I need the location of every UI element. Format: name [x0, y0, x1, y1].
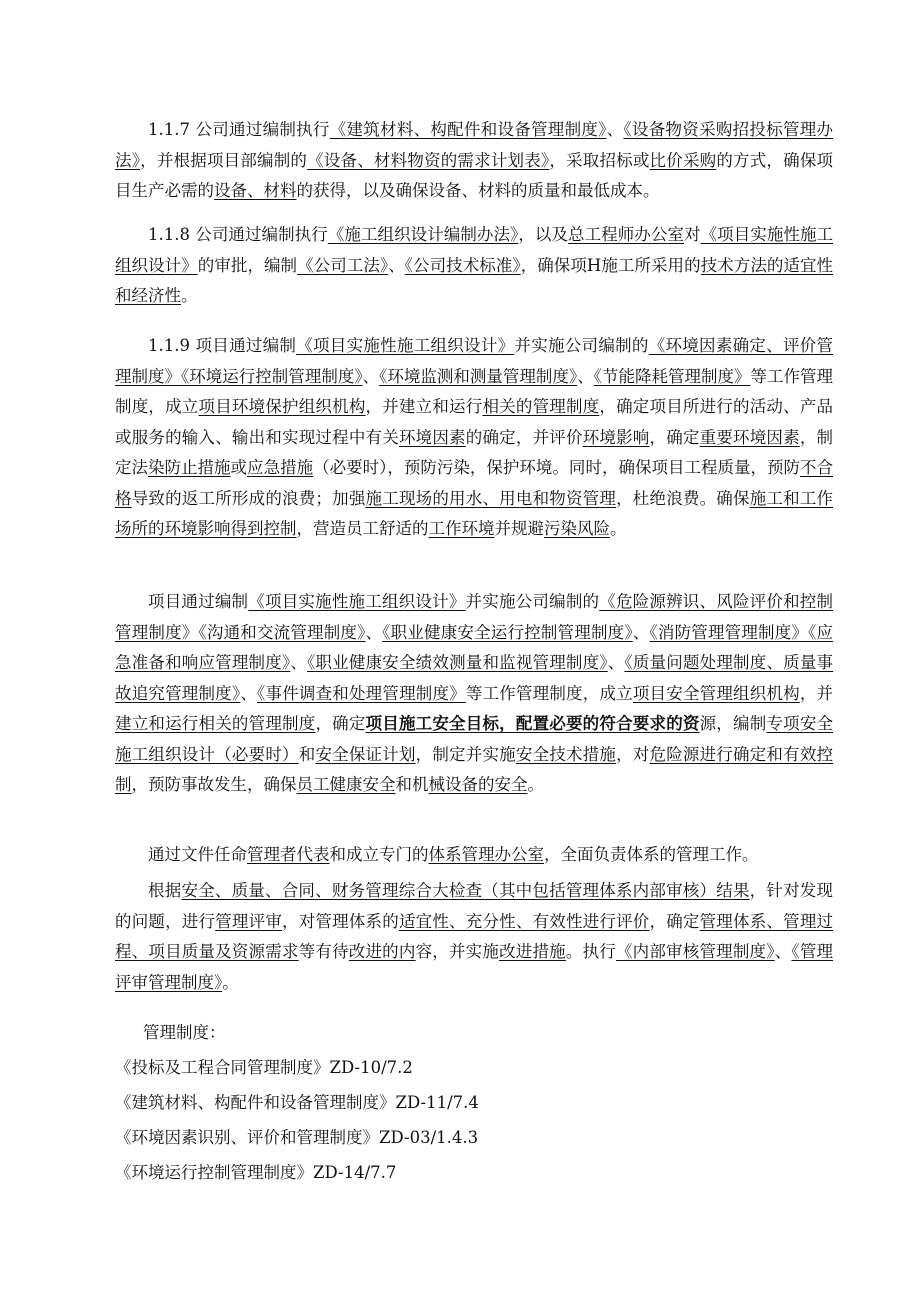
underlined-text-run: 应急措施 [247, 458, 314, 477]
underlined-text-run: 《内部审核管理制度》 [615, 942, 775, 961]
underlined-text-run: 管理体系、管理过程、项目质量及资源需求 [115, 911, 834, 961]
text-run: 。 [610, 519, 627, 538]
underlined-text-run: 重要环境因素 [699, 427, 800, 447]
text-run: 或 [230, 458, 248, 477]
text-run: ，采取招标或 [549, 150, 650, 170]
text-run: 、 [774, 942, 792, 961]
underlined-text-run: 项目施工安全目标，配置必要的符合要求的资 [365, 714, 700, 733]
text-run: 通过文件任命 [148, 845, 247, 864]
text-run: 的审批，编制 [197, 255, 298, 275]
underlined-text-run: 危险源进行确定和有效控制 [115, 744, 834, 794]
underlined-text-run: 《职业健康安全运行控制管理制度》 [382, 622, 633, 642]
text-run: 的方式，确保项目生产必需的 [115, 150, 834, 200]
underlined-text-run: 管理者代表 [247, 845, 330, 864]
text-run: 、 [577, 366, 594, 386]
underlined-text-run: 施工和工作场所的环境影响得到控制 [115, 488, 834, 538]
text-run: 和成立专门的 [329, 845, 429, 864]
underlined-text-run: 污染风险 [544, 519, 610, 538]
text-run: ，全面负责体系的管理工作。 [544, 845, 759, 864]
text-run: 。执行 [565, 942, 616, 961]
underlined-text-run: 《项目实施性施工组织设计》 [115, 225, 834, 275]
text-run: 、 [365, 622, 383, 642]
text-run: 并实施公司编制的 [465, 592, 600, 611]
paragraph-1-1-9 [115, 331, 833, 545]
text-run: 1.1.9 项目通过编制 [148, 336, 297, 355]
underlined-text-run: 专项安全施工组织设计（必要时） [115, 714, 834, 764]
underlined-text-run: 《事件调查和处理管理制度》 [257, 683, 466, 703]
text-run: 的获得，以及确保设备、材料的质量和最低成本。 [296, 181, 660, 200]
underlined-text-run: 安全、质量、合同、财务管理综合大检查（其中包括管理体系内部审核）结果 [181, 881, 750, 900]
paragraph-safety-management [115, 587, 833, 801]
underlined-text-run: 相关的管理制度 [482, 397, 600, 416]
paragraph-management-review [115, 876, 833, 998]
underlined-text-run: 总工程师办公室 [568, 225, 684, 244]
text-run: 和机 [395, 775, 429, 794]
underlined-text-run: 《质量问题处理制度、质量事故追究管理制度》 [115, 653, 834, 703]
text-run: ，制定法 [115, 427, 834, 477]
text-run: 源，编制 [699, 714, 767, 733]
text-run: ，预防事故发生，确保 [131, 775, 297, 794]
underlined-text-run: 改进的内 [348, 942, 416, 961]
text-run: ，确定 [649, 911, 700, 931]
underlined-text-run: 设备、材料 [214, 181, 297, 200]
text-run: 、 [290, 653, 308, 672]
underlined-text-run: 员工健康安全 [296, 775, 396, 794]
text-run: 1.1.7 公司通过编制执行 [148, 120, 330, 139]
list-item: 《环境运行控制管理制度》ZD-14/7.7 [115, 1163, 397, 1182]
text-run: ，确定项目所进行的活动、产品或服务的输入、输出和实现过程中有关 [115, 397, 834, 447]
text-run: （必要时），预防污染，保护环境。同时，确保项目工程质量，预防 [313, 458, 801, 477]
underlined-text-run: 技术方法的适宜性和经济性 [115, 255, 834, 305]
text-run: ，针对发现的问题，进行 [115, 881, 834, 931]
underlined-text-run: 《建筑材料、构配件和设备管理制度》 [329, 120, 607, 139]
text-run: 。 [181, 286, 198, 305]
underlined-text-run: 《节能降耗管理制度》 [593, 366, 751, 386]
text-run: ，营造员工舒适的 [296, 519, 429, 538]
text-run: 、 [240, 683, 258, 703]
text-run: 。 [222, 972, 239, 992]
text-run: 、 [362, 366, 380, 386]
text-run: 和 [298, 744, 316, 764]
text-run: ，以及 [518, 225, 569, 244]
underlined-text-run: 械设备的安全 [428, 775, 528, 794]
underlined-text-run: 适宜性、充分性、有效性进行评价 [398, 911, 650, 931]
paragraph-1-1-8 [115, 220, 833, 312]
text-run: 项目通过编制 [148, 592, 249, 611]
text-run: 的确定，并评价 [465, 427, 583, 447]
list-heading: 管理制度： [143, 1023, 226, 1042]
list-item: 《建筑材料、构配件和设备管理制度》ZD-11/7.4 [115, 1093, 479, 1112]
underlined-text-run: 《公司工法》 [297, 255, 389, 275]
text-run: 等有待 [298, 942, 349, 961]
text-run: 容，并实施 [415, 942, 500, 961]
text-run: 。 [527, 775, 544, 794]
underlined-text-run: 《环境监测和测量管理制度》 [379, 366, 578, 386]
paragraph-management-representative [115, 840, 833, 871]
text-run: ，对管理体系的 [282, 911, 399, 931]
text-run: ，并建立和运行 [365, 397, 483, 416]
underlined-text-run: 项目安全管理组织机构 [632, 683, 800, 703]
underlined-text-run: 《职业健康安全绩效测量和监视管理制度》 [307, 653, 608, 672]
underlined-text-run: 施工现场的用水、用电和物资管理 [365, 488, 617, 508]
underlined-text-run: 工作环境 [428, 519, 495, 538]
text-run: ，确定 [315, 714, 366, 733]
underlined-text-run: 《设备物资采购招投标管理办法》 [115, 120, 834, 170]
underlined-text-run: 《环境因素确定、评价管理制度》《环境运行控制管理制度》 [115, 336, 834, 386]
text-run: ，并 [799, 683, 834, 703]
text-run: 、 [606, 120, 624, 139]
underlined-text-run: 体系管理办公室 [428, 845, 544, 864]
underlined-text-run: 《施工组织设计编制办法》 [327, 225, 519, 244]
underlined-text-run: 环境因素 [398, 427, 466, 447]
text-run: ，确定 [649, 427, 700, 447]
underlined-text-run: 环境影响 [582, 427, 650, 447]
text-run: 导致的返工所形成的浪费；加强 [131, 488, 366, 508]
underlined-text-run: 《消防管理管理制度》《应急准备和响应管理制度》 [115, 622, 834, 672]
underlined-text-run: 《项目实施性施工组织设计》 [248, 592, 466, 611]
text-run: 、 [388, 255, 405, 275]
text-run: 1.1.8 公司通过编制执行 [148, 225, 328, 244]
underlined-text-run: 安全技术措施 [515, 744, 617, 764]
underlined-text-run: 《项目实施性施工组织设计》 [296, 336, 515, 355]
underlined-text-run: 不合格 [115, 458, 834, 508]
text-run: 等工作管理制度，成立 [465, 683, 633, 703]
text-run: ，制定并实施 [415, 744, 516, 764]
text-run: 根据 [148, 881, 182, 900]
underlined-text-run: 项目环境保护组织机构 [198, 397, 366, 416]
underlined-text-run: 管理评审 [215, 911, 283, 931]
underlined-text-run: 建立和运行相关的管理制度 [115, 714, 316, 733]
text-run: 并实施公司编制的 [514, 336, 649, 355]
text-run: ，并根据项目部编制的 [140, 150, 308, 170]
underlined-text-run: 《管理评审管理制度》 [115, 942, 834, 992]
underlined-text-run: 改进措施 [499, 942, 566, 961]
list-item: 《环境因素识别、评价和管理制度》ZD-03/1.4.3 [115, 1128, 479, 1147]
paragraph-1-1-7 [115, 115, 833, 207]
underlined-text-run: 《设备、材料物资的需求计划表》 [307, 150, 550, 170]
text-run: 对 [684, 225, 701, 244]
underlined-text-run: 《公司技术标准》 [404, 255, 521, 275]
underlined-text-run: 染防止措施 [148, 458, 231, 477]
text-run: 等工作管理制度，成立 [115, 366, 834, 416]
underlined-text-run: 比价采购 [649, 150, 717, 170]
text-run: 并规避 [494, 519, 544, 538]
underlined-text-run: 《危险源辨识、风险评价和控制管理制度》《沟通和交流管理制度》 [115, 592, 834, 642]
text-run: ，对 [616, 744, 650, 764]
list-item: 《投标及工程合同管理制度》ZD-10/7.2 [115, 1058, 413, 1077]
underlined-text-run: 安全保证计划 [315, 744, 416, 764]
text-run: 、 [632, 622, 650, 642]
text-run: ，杜绝浪费。确保 [616, 488, 750, 508]
text-run: ，确保项H施工所采用的 [520, 255, 701, 275]
text-run: 、 [607, 653, 625, 672]
